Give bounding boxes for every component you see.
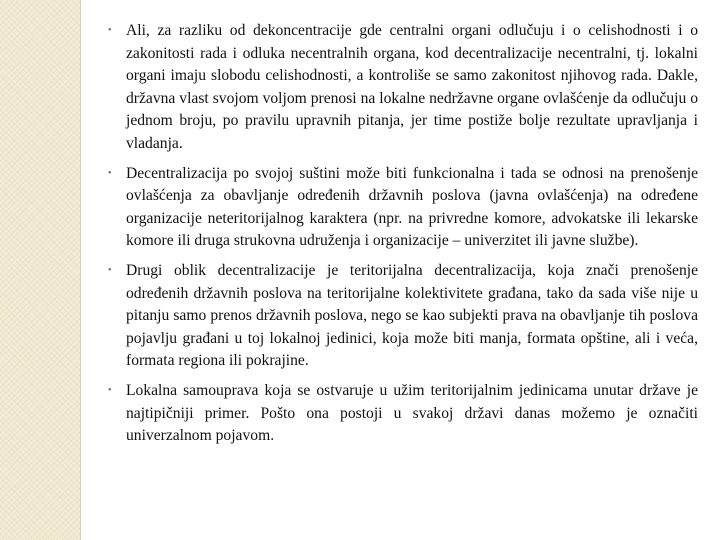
bullet-item-funkcionalna [108,163,698,253]
bullet-item-teritorijalna [108,260,698,373]
bullet-item-dekoncentracija [108,20,698,156]
bullet-marker: • [108,264,112,276]
bullet-text: Drugi oblik decentralizacije je teritorijalna decentralizacija, koja znači prenošenje određenih državnih poslova na teritorijalne kolektivitete građana, tako da sada više nije u pitanju samo prenos državnih poslova, nego se kao subjekti prava na obavljanje tih poslova pojavlju građani u toj lokalnoj jedinici, koja može biti manja, formata opštine, ali i veća, formata regiona ili pokrajine. [126,261,698,370]
bullet-text: Ali, za razliku od dekoncentracije gde centralni organi odlučuju i o celishodnosti i o zakonitosti rada i odluka necentralnih organa, kod decentralizacije necentralni, tj. lokalni organi imaju slobodu celishodnosti, a kontroliše se samo zakonitost njihovog rada. Dakle, državna vlast svojom voljom prenosi na lokalne nedržavne organe ovlašćenje da odlučuju o jednom broju, po pravilu upravnih pitanja, jer time postiže bolje rezultate upravljanja i vladanja. [126,22,698,152]
bullet-text: Lokalna samouprava koja se ostvaruje u užim teritorijalnim jedinicama unutar države je najtipičniji primer. Pošto ona postoji u svakoj državi danas možemo je označiti univerzalnom pojavom. [126,381,698,445]
slide-content [108,20,698,455]
bullet-marker: • [108,384,112,396]
bullet-marker: • [108,25,112,36]
bullet-list [108,20,698,448]
bullet-item-lokalna-samouprava [108,380,698,448]
bullet-text: Decentralizacija po svojoj suštini može biti funkcionalna i tada se odnosi na prenošenje ovlašćenja za obavljanje određenih državnih poslova (javna ovlašćenja) na određene organizacije neteritorijalnog karaktera (npr. na privredne komore, advokatske ili lekarske komore ili druga strukovna udruženja i organizacije – univerzitet ili javne službe). [126,164,698,250]
decorative-side-strip [0,0,81,540]
bullet-marker: • [108,167,112,179]
